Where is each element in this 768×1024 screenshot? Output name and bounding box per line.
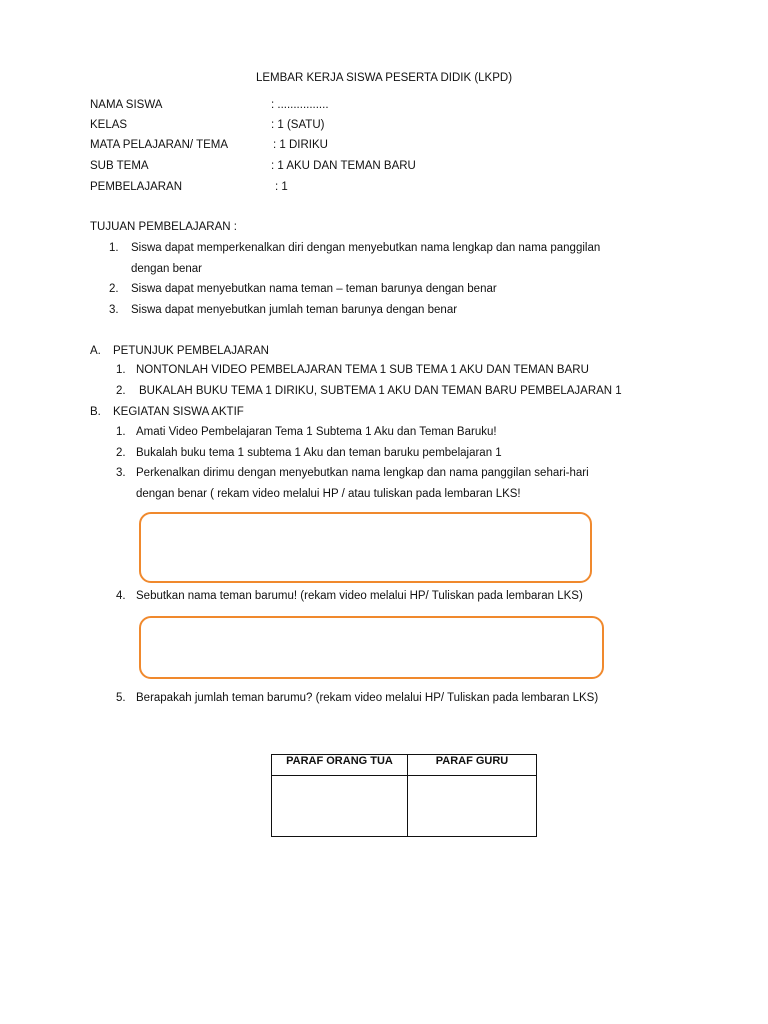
instruction-number: 1. [116, 364, 126, 376]
subtheme-value: : 1 AKU DAN TEMAN BARU [271, 160, 416, 172]
student-name-label: NAMA SISWA [90, 99, 163, 111]
class-value: : 1 (SATU) [271, 119, 325, 131]
page-title: LEMBAR KERJA SISWA PESERTA DIDIK (LKPD) [255, 72, 513, 84]
instruction-number: 2. [116, 385, 126, 397]
lesson-value: : 1 [275, 181, 288, 193]
objective-number: 3. [109, 304, 119, 316]
activity-text: Berapakah jumlah teman barumu? (rekam video melalui HP/ Tuliskan pada lembaran LKS) [136, 692, 599, 704]
friends-names-answer-box[interactable] [139, 616, 604, 679]
activity-number: 4. [116, 590, 126, 602]
instruction-text: NONTONLAH VIDEO PEMBELAJARAN TEMA 1 SUB TEMA 1 AKU DAN TEMAN BARU [136, 364, 589, 376]
signature-table [271, 754, 537, 837]
activity-number: 5. [116, 692, 126, 704]
objective-text: Siswa dapat menyebutkan nama teman – teman barunya dengan benar [131, 283, 497, 295]
subject-label: MATA PELAJARAN/ TEMA [90, 139, 229, 151]
section-b-heading: KEGIATAN SISWA AKTIF [113, 406, 244, 418]
activity-text: Bukalah buku tema 1 subtema 1 Aku dan teman baruku pembelajaran 1 [136, 447, 502, 459]
activity-number: 3. [116, 467, 126, 479]
parent-signature-cell[interactable] [272, 776, 408, 837]
objective-text: Siswa dapat memperkenalkan diri dengan menyebutkan nama lengkap dan nama panggilan [131, 242, 601, 254]
activity-text: Perkenalkan dirimu dengan menyebutkan nama lengkap dan nama panggilan sehari-hari [136, 467, 589, 479]
subject-value: : 1 DIRIKU [273, 139, 328, 151]
student-name-value: : ................ [271, 99, 329, 111]
objective-text-continued: dengan benar [131, 263, 202, 275]
objective-number: 2. [109, 283, 119, 295]
teacher-signature-cell[interactable] [408, 776, 537, 837]
subtheme-label: SUB TEMA [90, 160, 149, 172]
objective-number: 1. [109, 242, 119, 254]
instruction-text: BUKALAH BUKU TEMA 1 DIRIKU, SUBTEMA 1 AKU DAN TEMAN BARU PEMBELAJARAN 1 [139, 385, 622, 397]
activity-text-continued: dengan benar ( rekam video melalui HP / atau tuliskan pada lembaran LKS! [136, 488, 521, 500]
activity-text: Sebutkan nama teman barumu! (rekam video melalui HP/ Tuliskan pada lembaran LKS) [136, 590, 583, 602]
objectives-heading: TUJUAN PEMBELAJARAN : [90, 221, 237, 233]
teacher-signature-header: PARAF GURU [408, 755, 537, 776]
section-a-letter: A. [90, 345, 101, 357]
activity-number: 1. [116, 426, 126, 438]
parent-signature-header: PARAF ORANG TUA [272, 755, 408, 776]
lesson-label: PEMBELAJARAN [90, 181, 183, 193]
activity-text: Amati Video Pembelajaran Tema 1 Subtema 1 Aku dan Teman Baruku! [136, 426, 497, 438]
section-a-heading: PETUNJUK PEMBELAJARAN [113, 345, 269, 357]
section-b-letter: B. [90, 406, 101, 418]
activity-number: 2. [116, 447, 126, 459]
objective-text: Siswa dapat menyebutkan jumlah teman barunya dengan benar [131, 304, 458, 316]
introduction-answer-box[interactable] [139, 512, 592, 583]
class-label: KELAS [90, 119, 128, 131]
